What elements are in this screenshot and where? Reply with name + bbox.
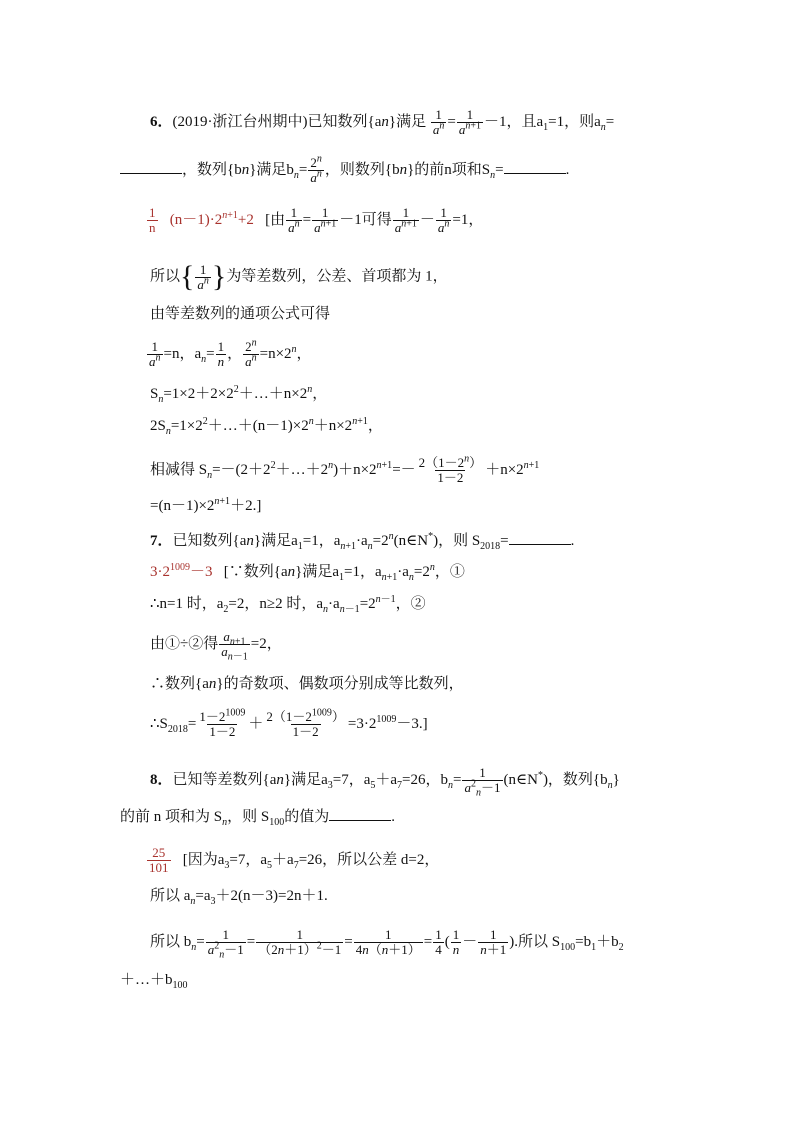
problem-6-solution-2: 所以{ $\frac{1}{a^n}$ }为等差数列，公差、首项都为 1， — [150, 260, 448, 293]
problem-6-solution-4: $\frac{1}{a^n}$ =n，$a_n=$ $\frac{1}{n}$ ， $\frac{2^n}{a^n}$ $=n\times 2^n$， — [149, 337, 312, 369]
problem-7-solution-5: $\therefore S_{2018}=$ $\frac{1-2^{1009}}{1-2}$ ＋ $\frac{2(1-2^{1009})}{1-2}$ $=3\cdot 2^{1009}-3$.] — [150, 707, 428, 739]
answer-blank[interactable] — [120, 159, 182, 174]
problem-6-solution-6: $2S_n=1\times 2^2+\dots+(n-1)\times 2^n+n\times 2^{n+1}$， — [150, 416, 383, 437]
answer: $\frac{25}{101}$ — [149, 845, 169, 875]
problem-7-solution-4: ∴数列{an}的奇数项、偶数项分别成等比数列， — [150, 676, 464, 692]
problem-8-solution-2: 所以 $a_n=a_3+2(n-3)=2n+1$. — [150, 888, 328, 907]
answer-blank[interactable] — [329, 806, 391, 821]
problem-7-solution-1: $3\cdot 2^{1009}-3$ [∵数列{an}满足$a_1=1$，$a_{n+1}\cdot a_n=2^n$，① — [150, 562, 465, 583]
answer-blank[interactable] — [509, 530, 571, 545]
problem-6-solution-8: $=(n-1)\times 2^{n+1}+2$.] — [150, 496, 262, 514]
answer-blank[interactable] — [504, 159, 566, 174]
answer-1: $\frac{1}{n}$ — [149, 205, 156, 235]
problem-6-line-1: 6．(2019·浙江台州期中)已知数列{an}满足 $\frac{1}{a^n}$ = $\frac{1}{a^{n+1}}$ －1，且$a_1=1$，则$a_n=$ — [150, 107, 615, 137]
problem-8-solution-4: $+\dots+b_{100}$ — [120, 972, 188, 991]
problem-7-line-1: 7．已知数列{an}满足$a_1=1$，$a_{n+1}\cdot a_n=2^n(n\in N^*)$，则 $S_{2018}=$ . — [150, 531, 575, 552]
problem-6-solution-5: $S_n=1\times 2+2\times 2^2+\dots+n\times 2^n$， — [150, 384, 328, 405]
problem-6-solution-3: 由等差数列的通项公式可得 — [150, 306, 331, 322]
problem-8-line-2: 的前 n 项和为 $S_n$，则 $S_{100}$的值为 . — [120, 806, 395, 827]
problem-6-solution-1: $\frac{1}{n}$ $(n-1)\cdot 2^{n+1}+2$ [由 $\frac{1}{a^n}$ = $\frac{1}{a^{n+1}}$ －1可得 $\frac{1}{a^{n+1}}$ － $\frac{1}{a^n}$ =1， — [149, 205, 484, 235]
problem-7-solution-2: ∴n=1 时，$a_2=2$，n≥2 时，$a_n\cdot a_{n-1}=2^{n-1}$，② — [150, 594, 426, 615]
problem-6-solution-7: 相减得 $S_n=-(2+2^2+\dots+2^n)+n\times 2^{n+1}=-$ $\frac{2(1-2^n)}{1-2}$ $+n\times 2^{n+1}$ — [150, 453, 540, 485]
problem-8-solution-3: 所以 $b_n=$ $\frac{1}{a^2_n-1}$ = $\frac{1}{(2n+1)^2-1}$ = $\frac{1}{4n(n+1)}$ = $\frac{1}{4}$ ( $\frac{1}{n}$ － $\frac{1}{n+1}$ ).所以 $S_{100}=b_1+b_2$ — [150, 927, 624, 961]
problem-7-solution-3: 由①÷②得 $\frac{a_{n+1}}{a_{n-1}}$ =2， — [150, 629, 282, 663]
problem-8-line-1: 8．已知等差数列{an}满足$a_3=7$，$a_5+a_7=26$，$b_n=$ $\frac{1}{a^2_n-1}$ (n∈N*)，数列$\{b_n\}$ — [150, 765, 620, 799]
problem-6-line-2: ，数列{bn}满足$b_n=$ $\frac{2^n}{a^n}$ ，则数列{bn}的前n项和$S_n=$ . — [120, 156, 569, 185]
fraction: $\frac{1}{a^n}$ — [432, 107, 445, 137]
answer-2: $(n-1)\cdot 2^{n+1}+2$ — [169, 209, 254, 228]
problem-8-solution-1: $\frac{25}{101}$ [因为$a_3=7$，$a_5+a_7=26$，所以公差 d=2， — [149, 845, 440, 875]
answer: $3\cdot 2^{1009}-3$ — [150, 562, 213, 580]
